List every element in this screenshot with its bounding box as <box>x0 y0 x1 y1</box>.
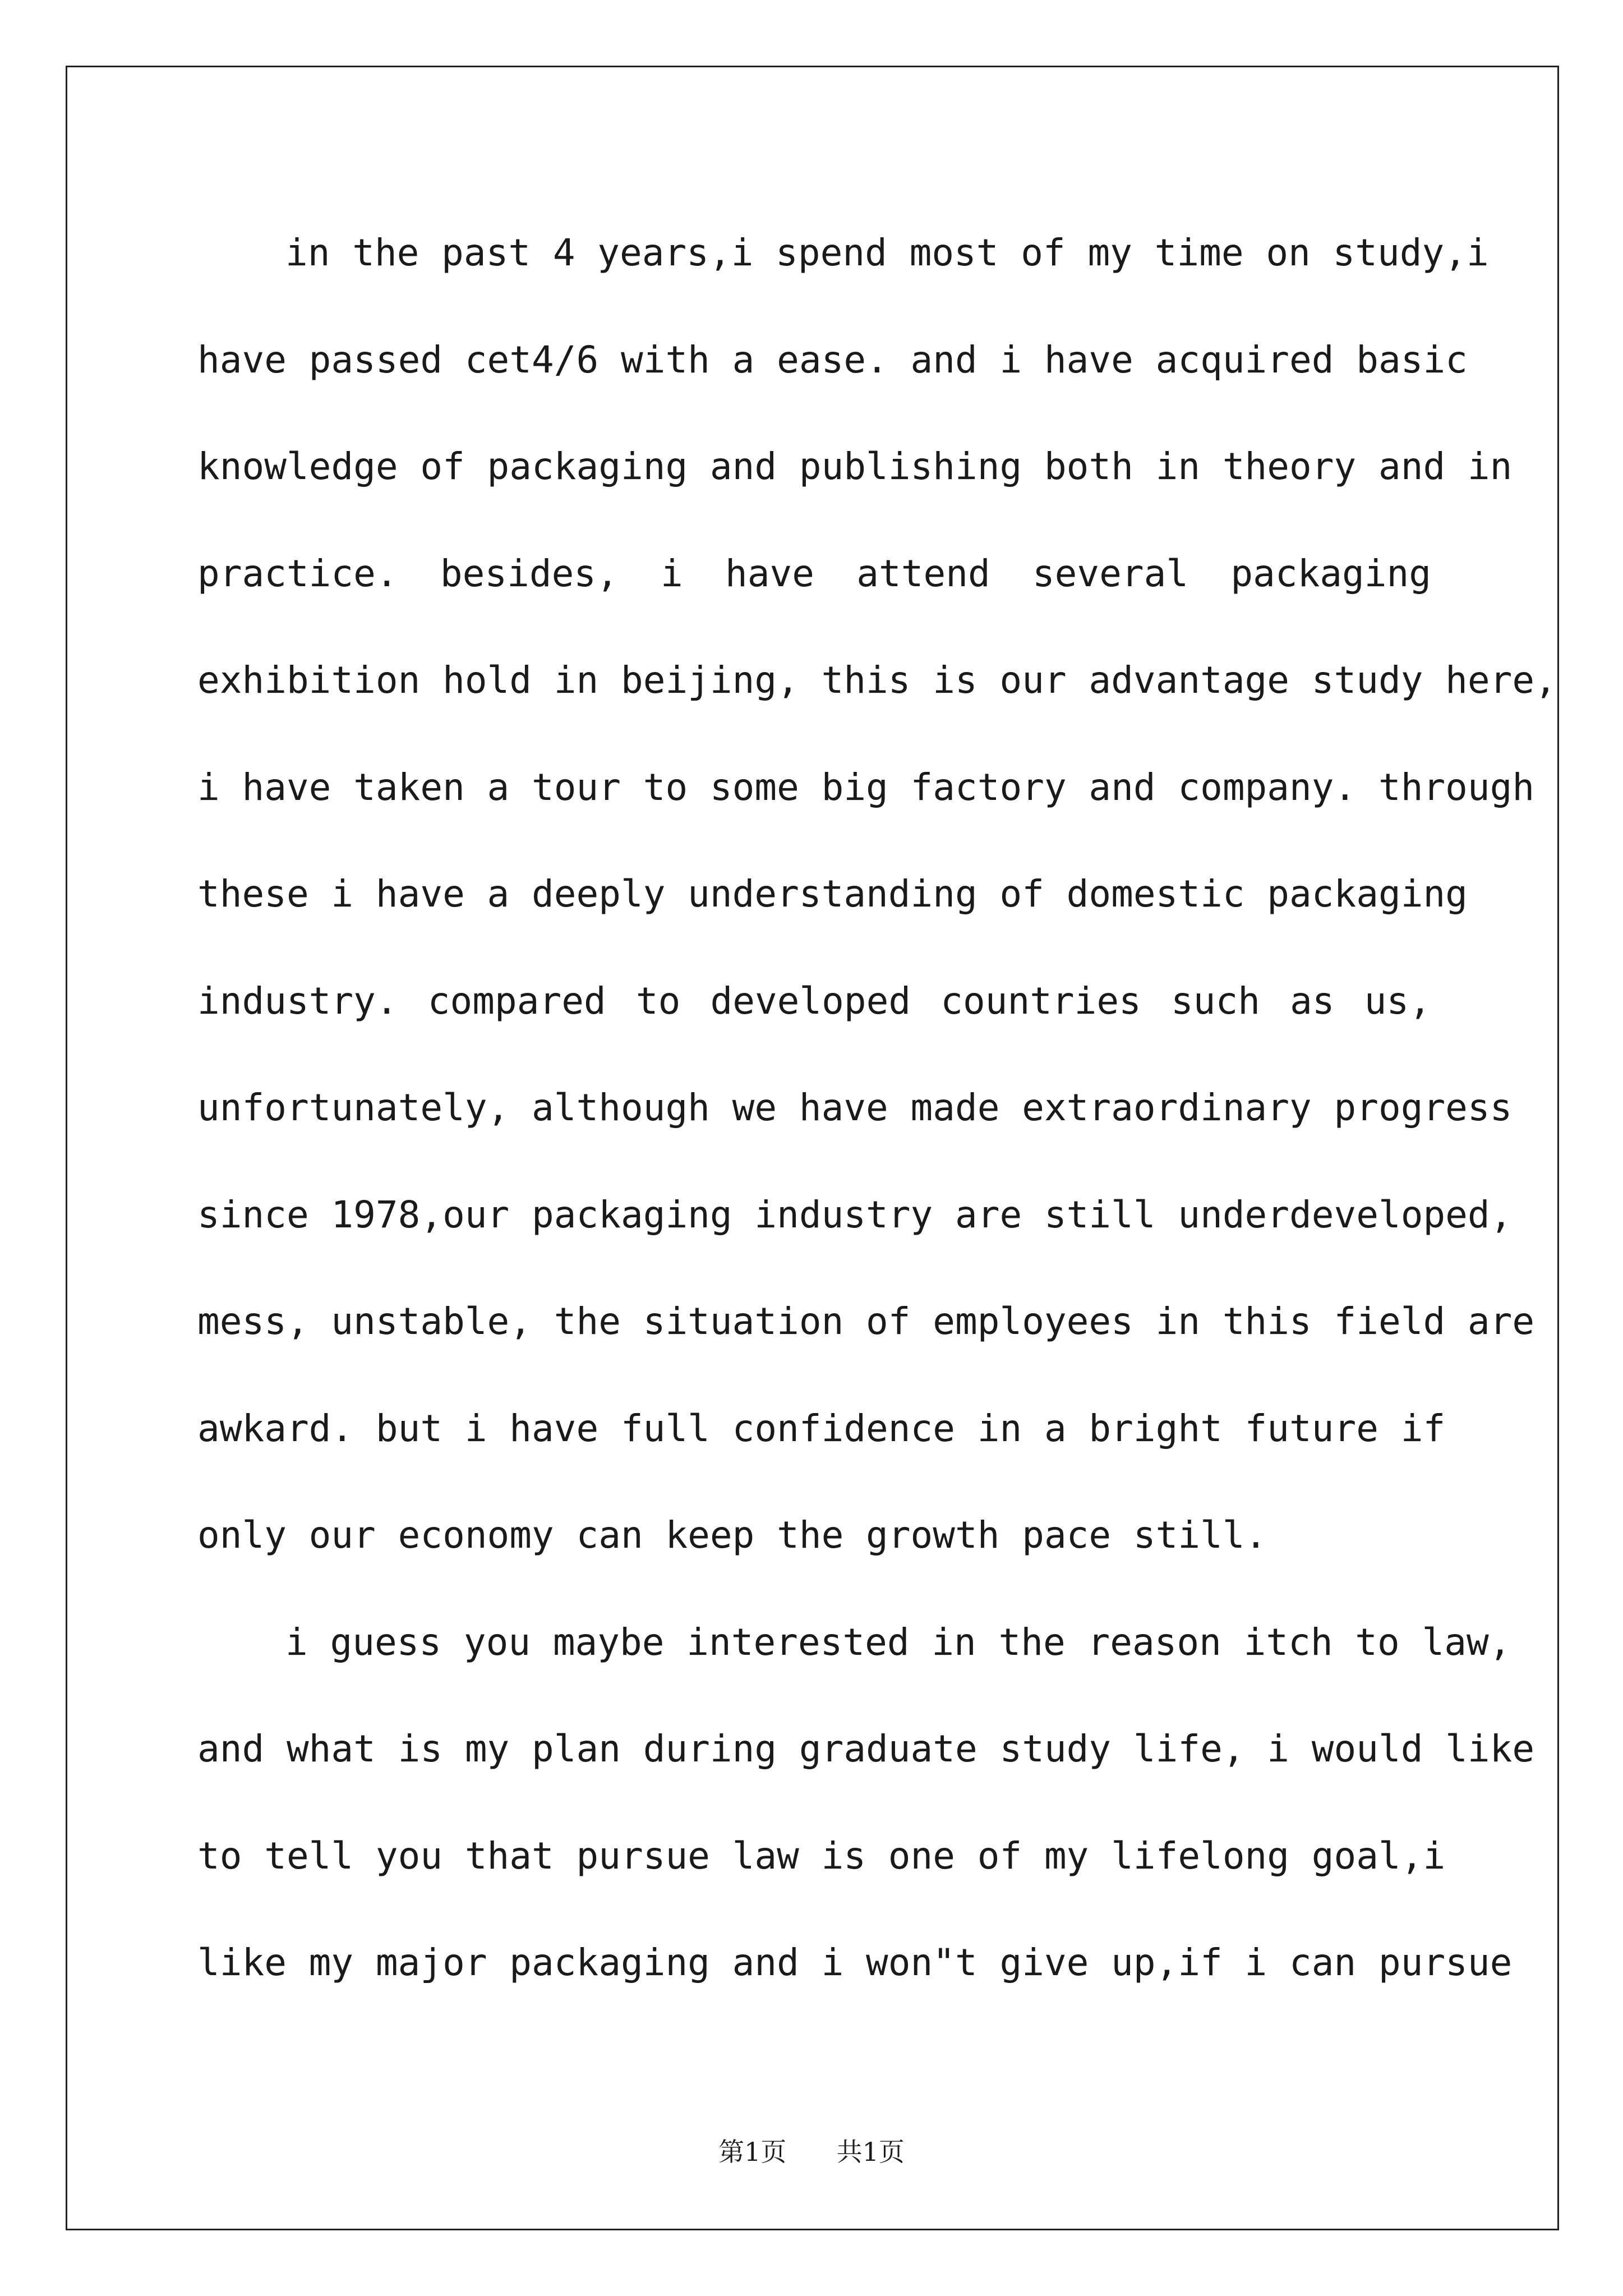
paragraph-1-line-4: practice. besides, i have attend several packaging <box>197 551 1431 595</box>
paragraph-1-line-2: have passed cet4/6 with a ease. and i have acquired basic <box>197 338 1468 381</box>
paragraph-2-line-4: like my major packaging and i won"t give up,if i can pursue <box>197 1941 1513 1984</box>
paragraph-1-line-9: unfortunately, although we have made extraordinary progress <box>197 1086 1513 1129</box>
paragraph-1-line-3: knowledge of packaging and publishing both in theory and in <box>197 445 1513 488</box>
paragraph-1-line-12: awkard. but i have full confidence in a bright future if <box>197 1406 1446 1450</box>
paragraph-2-line-3: to tell you that pursue law is one of my lifelong goal,i <box>197 1834 1446 1878</box>
paragraph-1-line-7: these i have a deeply understanding of domestic packaging <box>197 872 1468 915</box>
paragraph-2-line-2: and what is my plan during graduate study life, i would like <box>197 1727 1535 1770</box>
paragraph-1-line-8: industry. compared to developed countries such as us, <box>197 979 1431 1023</box>
page-footer <box>0 2132 1623 2169</box>
paragraph-1-line-1: in the past 4 years,i spend most of my time on study,i <box>285 231 1489 274</box>
document-body <box>197 222 1557 2039</box>
page-total: 共1页 <box>836 2137 905 2167</box>
paragraph-1-line-5: exhibition hold in beijing, this is our advantage study here, <box>197 659 1557 702</box>
paragraph-1-line-13: only our economy can keep the growth pace still. <box>197 1513 1267 1557</box>
paragraph-1-line-11: mess, unstable, the situation of employees in this field are <box>197 1300 1535 1343</box>
page-number: 第1页 <box>718 2137 787 2167</box>
paragraph-2-line-1: i guess you maybe interested in the reason itch to law, <box>285 1620 1511 1664</box>
paragraph-1-line-10: since 1978,our packaging industry are still underdeveloped, <box>197 1193 1513 1236</box>
paragraph-1-line-6: i have taken a tour to some big factory and company. through <box>197 765 1535 809</box>
